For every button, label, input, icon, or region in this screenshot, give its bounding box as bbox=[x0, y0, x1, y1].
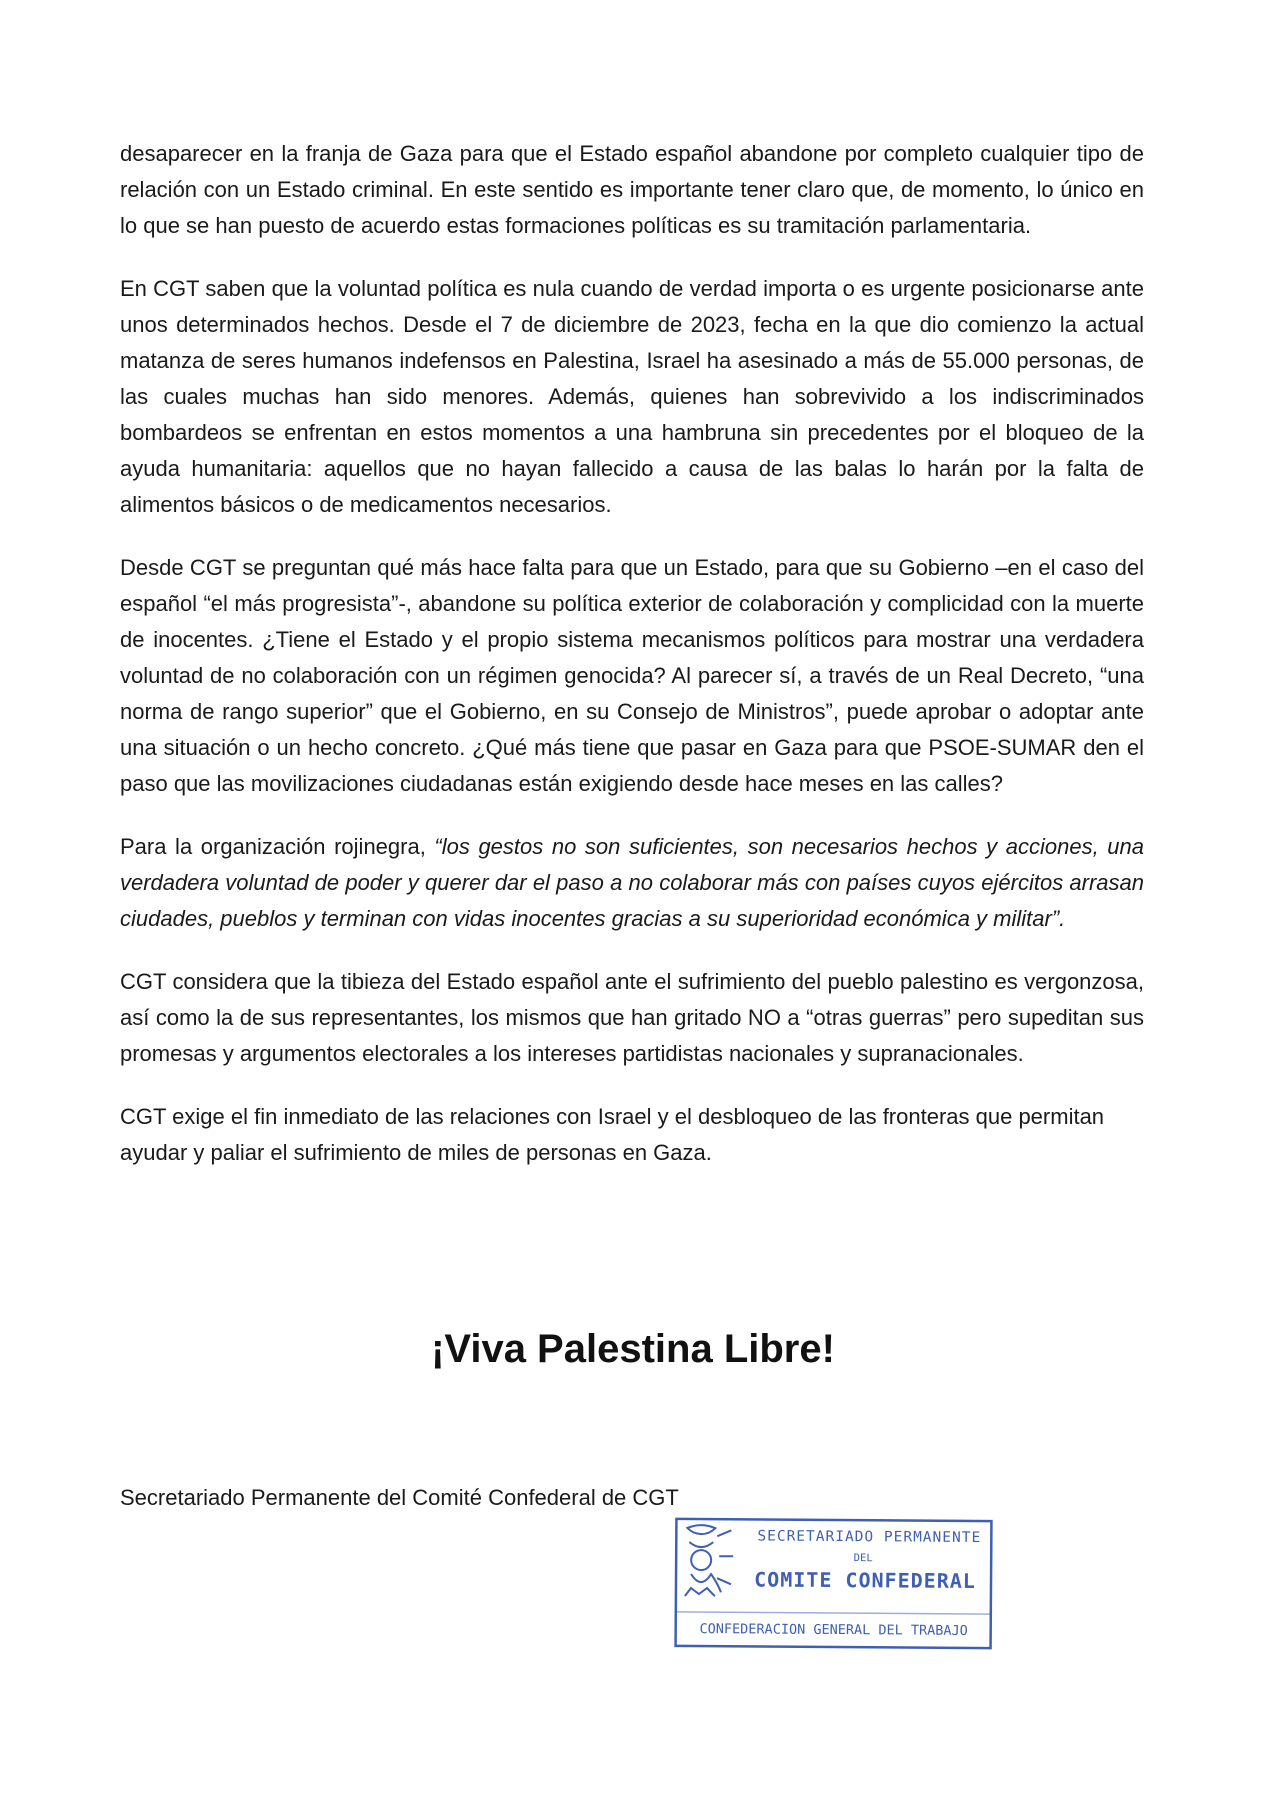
official-stamp bbox=[673, 1516, 995, 1651]
paragraph-1: desaparecer en la franja de Gaza para que el Estado español abandone por completo cualquier tipo de relación con un Estado criminal. En este sentido es importante tener claro que, de momento, lo único en lo que se han puesto de acuerdo estas formaciones políticas es su tramitación parlamentaria. bbox=[120, 141, 1144, 238]
paragraph-6: CGT exige el fin inmediato de las relaciones con Israel y el desbloqueo de las fronteras que permitan ayudar y paliar el sufrimiento de miles de personas en Gaza. bbox=[120, 1104, 1105, 1165]
stamp-emblem-icon bbox=[685, 1525, 733, 1596]
stamp-line-1: SECRETARIADO PERMANENTE bbox=[757, 1528, 982, 1547]
paragraph-4-quote: “los gestos no son suficientes, son necesarios hechos y acciones, una verdadera voluntad de poder y querer dar el paso a no colaborar más con países cuyos ejércitos arrasan ciudades, pueblos y terminan con vidas inocentes gracias a su superioridad económica y militar”. bbox=[120, 834, 1144, 931]
stamp-graphic bbox=[673, 1516, 995, 1651]
paragraph-3: Desde CGT se preguntan qué más hace falta para que un Estado, para que su Gobierno –en el caso del español “el más progresista”-, abandone su política exterior de colaboración y complicidad con la muerte de inocentes. ¿Tiene el Estado y el propio sistema mecanismos políticos para mostrar una verdadera voluntad de no colaboración con un régimen genocida? Al parecer sí, a través de un Real Decreto, “una norma de rango superior” que el Gobierno, en su Consejo de Ministros”, puede aprobar o adoptar ante una situación o un hecho concreto. ¿Qué más tiene que pasar en Gaza para que PSOE-SUMAR den el paso que las movilizaciones ciudadanas están exigiendo desde hace meses en las calles? bbox=[120, 555, 1144, 796]
document-body bbox=[120, 136, 1144, 1198]
signature-line: Secretariado Permanente del Comité Confederal de CGT bbox=[120, 1485, 679, 1510]
stamp-divider bbox=[676, 1612, 991, 1614]
stamp-line-4: CONFEDERACION GENERAL DEL TRABAJO bbox=[699, 1621, 968, 1639]
stamp-line-3: COMITE CONFEDERAL bbox=[754, 1567, 976, 1593]
slogan-heading: ¡Viva Palestina Libre! bbox=[431, 1327, 835, 1371]
paragraph-2: En CGT saben que la voluntad política es nula cuando de verdad importa o es urgente posicionarse ante unos determinados hechos. Desde el 7 de diciembre de 2023, fecha en la que dio comienzo la actual matanza de seres humanos indefensos en Palestina, Israel ha asesinado a más de 55.000 personas, de las cuales muchas han sido menores. Además, quienes han sobrevivido a los indiscriminados bombardeos se enfrentan en estos momentos a una hambruna sin precedentes por el bloqueo de la ayuda humanitaria: aquellos que no hayan fallecido a causa de las balas lo harán por la falta de alimentos básicos o de medicamentos necesarios. bbox=[120, 276, 1144, 517]
paragraph-5: CGT considera que la tibieza del Estado español ante el sufrimiento del pueblo palestino es vergonzosa, así como la de sus representantes, los mismos que han gritado NO a “otras guerras” pero supeditan sus promesas y argumentos electorales a los intereses partidistas nacionales y supranacionales. bbox=[120, 969, 1144, 1066]
paragraph-4 bbox=[120, 829, 1144, 937]
paragraph-4-intro: Para la organización rojinegra, bbox=[120, 834, 435, 859]
stamp-line-2: DEL bbox=[853, 1552, 873, 1565]
